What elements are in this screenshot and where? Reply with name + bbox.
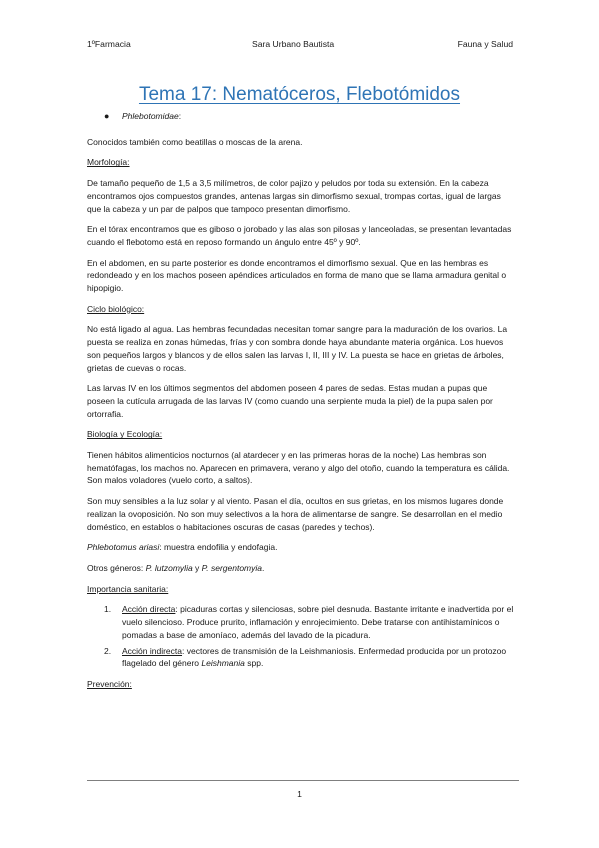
list-number: 1. — [104, 604, 112, 615]
page-number: 1 — [297, 789, 302, 799]
family-colon: : — [178, 111, 182, 121]
heading-morfologia: Morfología: — [87, 157, 130, 168]
bullet-dot-icon: ● — [104, 111, 110, 121]
page-title-text: Tema 17: Nematóceros, Flebotómidos — [138, 84, 461, 105]
heading-importancia: Importancia sanitaria: — [87, 583, 169, 594]
list-item-label: Acción directa — [122, 604, 176, 615]
genera-and: y — [192, 562, 202, 573]
document-body — [87, 110, 515, 699]
morfologia-paragraph-3: En el abdomen, en su parte posterior es donde encontramos el dimorfismo sexual. Que en las hembras es redondeado y en los machos poseen apéndices articulados en forma de mano que se llama armadura genital o hipopigio. — [87, 257, 507, 294]
heading-ciclo: Ciclo biológico: — [87, 303, 145, 314]
biologia-paragraph-4 — [87, 562, 515, 575]
importancia-list — [87, 603, 515, 670]
list-item — [87, 603, 515, 641]
header-subject: Fauna y Salud — [457, 39, 513, 49]
species-text: : muestra endofilia y endofagia. — [159, 542, 278, 553]
intro-paragraph: Conocidos también como beatillas o moscas de la arena. — [87, 136, 303, 147]
biologia-paragraph-3 — [87, 541, 515, 554]
list-item — [87, 645, 515, 670]
list-number: 2. — [104, 645, 112, 656]
page-title — [0, 84, 599, 106]
biologia-paragraph-2: Son muy sensibles a la luz solar y al viento. Pasan el día, ocultos en sus grietas, en los mismos lugares donde realizan la ovoposición. No son muy selectivos a la hora de alimentarse de sangre. Se desarrollan en el medio doméstico, en establos o habitaciones oscuras de casas (paredes y techos). — [87, 496, 504, 532]
list-item-text: : vectores de transmisión de la Leishmaniosis. Enfermedad producida por un protozoo flagelado del género — [122, 645, 507, 669]
ciclo-paragraph-2: Las larvas IV en los últimos segmentos del abdomen poseen 4 pares de sedas. Estas mudan a pupas que poseen la cutícula arrugada de las larvas IV (como cuando una serpiente muda la piel) de la pupa salen por ortorrafia. — [87, 383, 493, 419]
biologia-paragraph-1: Tienen hábitos alimenticios nocturnos (al atardecer y en las primeras horas de la noche) Las hembras son hematófagas, los machos no. Aparecen en primavera, verano y algo del otoño, cuando la temperatura es cálida. Son malos voladores (vuelo corto, a saltos). — [87, 450, 510, 486]
list-item-text: : picaduras cortas y silenciosas, sobre piel desnuda. Bastante irritante e inadvertida por el vuelo silencioso. Produce prurito, inflamación y enrojecimiento. Debe tratarse con antihistamínicos o pomadas a base de amoníaco, además del lavado de la picadura. — [122, 604, 514, 640]
header-author: Sara Urbano Bautista — [252, 39, 335, 49]
genera-prefix: Otros géneros: — [87, 562, 146, 573]
genera-end: . — [262, 562, 265, 573]
morfologia-paragraph-2: En el tórax encontramos que es giboso o jorobado y las alas son pilosas y lanceoladas, se presentan levantadas cuando el flebotomo está en reposo formando un ángulo entre 45º y 90º. — [87, 224, 512, 247]
genus-leishmania: Leishmania — [201, 658, 245, 669]
bullet-family — [87, 110, 515, 123]
genus-2: P. sergentomyia — [201, 562, 262, 573]
genus-1: P. lutzomylia — [145, 562, 193, 573]
morfologia-paragraph-1: De tamaño pequeño de 1,5 a 3,5 milímetros, de color pajizo y peludos por toda su extensión. En la cabeza encontramos ojos compuestos grandes, antenas largas sin dimorfismo sexual, trompas cortas, igual de largas que la cabeza y un par de palpos que tampoco presentan dimorfismo. — [87, 178, 501, 214]
list-item-label: Acción indirecta — [122, 645, 183, 656]
footer-divider — [87, 780, 519, 781]
heading-biologia: Biología y Ecología: — [87, 429, 163, 440]
species-name: Phlebotomus ariasi — [87, 542, 160, 553]
header-course: 1ºFarmacia — [87, 39, 131, 49]
ciclo-paragraph-1: No está ligado al agua. Las hembras fecundadas necesitan tomar sangre para la maduración de los ovarios. La puesta se realiza en zonas húmedas, frías y con sombra donde haya abundante materia orgánica. Los huevos son pequeños largos y blancos y de ellos salen las larvas I, II, III y IV. La puesta se hace en grietas de árboles, grietas de cuevas o rocas. — [87, 324, 508, 373]
heading-prevencion: Prevención: — [87, 678, 132, 689]
list-item-end: spp. — [244, 658, 264, 669]
family-name: Phlebotomidae — [122, 111, 179, 121]
